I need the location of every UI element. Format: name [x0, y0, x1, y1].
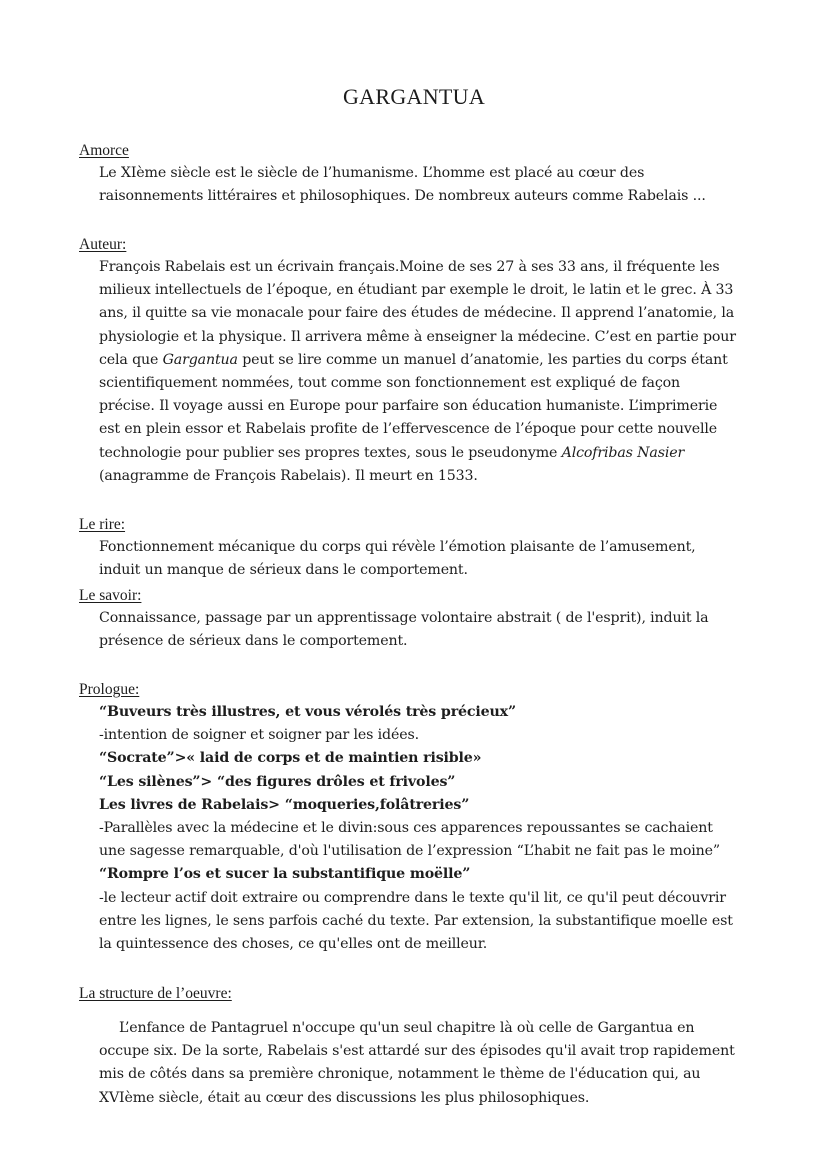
page-title: GARGANTUA: [342, 84, 486, 109]
rire-paragraph: Fonctionnement mécanique du corps qui révèle l’émotion plaisante de l’amusement, induit un manque de sérieux dans le comportement.: [99, 539, 696, 579]
section-rire: [79, 513, 739, 582]
section-savoir: [79, 584, 739, 653]
section-prologue: [79, 678, 739, 956]
amorce-paragraph: Le XIème siècle est le siècle de l’humanisme. L’homme est placé au cœur des raisonnements littéraires et philosophiques. De nombreux auteurs comme Rabelais ...: [99, 165, 706, 205]
heading-structure: La structure de l’oeuvre:: [79, 985, 232, 1002]
auteur-text-part-1: François Rabelais est un écrivain français.Moine de ses 27 à ses 33 ans, il fréquente les milieux intellectuels de l’époque, en étudiant par exemple le droit, le latin et le grec. À 33 ans, il quitte sa vie monacale pour faire des études de médecine. Il apprend l’anatomie, la physiologie et la physique. Il arrivera même à enseigner la médecine. C’est en partie pour cela que: [99, 259, 736, 368]
heading-auteur: Auteur:: [79, 236, 127, 253]
section-amorce: [79, 139, 739, 208]
auteur-text-part-3: (anagramme de François Rabelais). Il meurt en 1533.: [99, 467, 478, 484]
prologue-quote-moelle: “Rompre l’os et sucer la substantifique moëlle”: [99, 866, 471, 883]
section-structure: [79, 982, 739, 1110]
heading-rire: Le rire:: [79, 516, 126, 533]
structure-text: [99, 1017, 739, 1110]
heading-amorce: Amorce: [79, 142, 129, 159]
heading-prologue: Prologue:: [79, 681, 140, 698]
prologue-note-paralleles: -Parallèles avec la médecine et le divin:sous ces apparences repoussantes se cachaient une sagesse remarquable, d'où l'utilisation de l’expression “L’habit ne fait pas le moine”: [99, 820, 720, 860]
savoir-text: [99, 607, 739, 653]
prologue-text: [99, 701, 739, 956]
auteur-paragraph: [99, 256, 739, 488]
auteur-italic-title: Gargantua: [162, 351, 238, 368]
section-auteur: [79, 233, 739, 488]
auteur-italic-pseudonym: Alcofribas Nasier: [561, 444, 685, 461]
structure-paragraph: L’enfance de Pantagruel n'occupe qu'un seul chapitre là où celle de Gargantua en occupe six. De la sorte, Rabelais s'est attardé sur des épisodes qu'il avait trop rapidement mis de côtés dans sa première chronique, notamment le thème de l'éducation qui, au XVIème siècle, était au cœur des discussions les plus philosophiques.: [99, 1020, 735, 1106]
auteur-text: [99, 256, 739, 488]
rire-text: [99, 536, 739, 582]
savoir-paragraph: Connaissance, passage par un apprentissage volontaire abstrait ( de l'esprit), induit la présence de sérieux dans le comportement.: [99, 610, 709, 650]
heading-savoir: Le savoir:: [79, 587, 142, 604]
prologue-quote-buveurs: “Buveurs très illustres, et vous vérolés très précieux”: [99, 704, 516, 720]
prologue-quote-livres: Les livres de Rabelais> “moqueries,folâtreries”: [99, 796, 470, 813]
prologue-note-soigner: -intention de soigner et soigner par les idées.: [99, 727, 419, 744]
prologue-quote-silenes: “Les silènes”> “des figures drôles et frivoles”: [99, 773, 456, 790]
prologue-note-lecteur: -le lecteur actif doit extraire ou comprendre dans le texte qu'il lit, ce qu'il peut découvrir entre les lignes, le sens parfois caché du texte. Par extension, la substantifique moelle est la quintessence des choses, ce qu'elles ont de meilleur.: [99, 889, 733, 953]
amorce-text: [99, 162, 739, 208]
auteur-text-part-2: peut se lire comme un manuel d’anatomie, les parties du corps étant scientifiquement nommées, tout comme son fonctionnement est expliqué de façon précise. Il voyage aussi en Europe pour parfaire son éducation humaniste. L’imprimerie est en plein essor et Rabelais profite de l’effervescence de l’époque pour cette nouvelle technologie pour publier ses propres textes, sous le pseudonyme: [99, 351, 728, 461]
prologue-quote-socrate: “Socrate”>« laid de corps et de maintien risible»: [99, 750, 482, 767]
